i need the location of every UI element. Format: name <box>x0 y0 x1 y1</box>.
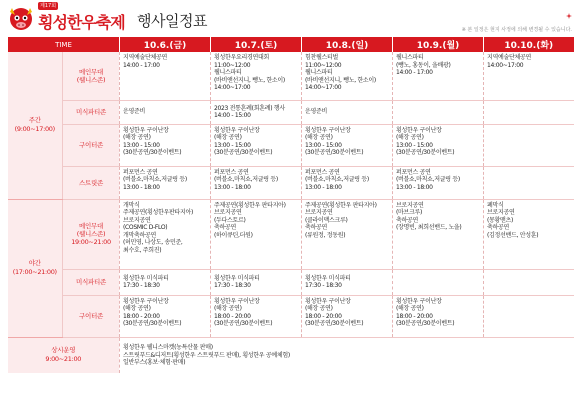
schedule-cell: 지역예술단체공연 14:00 - 17:00 <box>120 52 211 100</box>
sparkle-icon <box>566 13 572 19</box>
schedule-cell: 개막식 주제공연(횡성한우판타지아) 브로지공연 (COSMIC D-FLO) 개막축하공연 (허민영, 나상도, 송민준, 최수호, 주희진) <box>120 199 211 269</box>
schedule-cell: 운영준비 <box>120 100 211 124</box>
zone-main-stage-night: 메인무대 (웰니스존) 19:00~21:00 <box>63 199 120 269</box>
day-header-2: 10.7.(토) <box>211 37 302 52</box>
schedule-cell: 횡성한우 구이난장 (해장 공연) 13:00 - 15:00 (30분공연/30분이벤트) <box>211 124 302 166</box>
schedule-cell: 주제공연(횡성한우 판타지아) 브로지공연 (클라이맥스크루) 축하공연 (류원정, 정동원) <box>302 199 393 269</box>
schedule-cell <box>484 269 574 295</box>
zone-grill: 구이터존 <box>63 124 120 166</box>
schedule-note: ※ 본 일정은 현지 사정에 의해 변경될 수 있습니다. <box>461 27 572 33</box>
table-header-row <box>8 37 574 52</box>
schedule-cell <box>484 295 574 337</box>
zone-mischief-party: 미식파티존 <box>63 100 120 124</box>
table-row <box>8 337 574 373</box>
schedule-cell: 2023 전통혼례(회혼례) 행사 14:00 - 15:00 <box>211 100 302 124</box>
schedule-cell <box>484 124 574 166</box>
schedule-cell: 웰니스파티 (뺑노, 홍동이, 을배광) 14:00 - 17:00 <box>393 52 484 100</box>
schedule-table <box>7 37 574 373</box>
period-night: 야간 (17:00~21:00) <box>8 199 63 337</box>
schedule-cell: 횡성한우 구이난장 (해장 공연) 18:00 - 20:00 (30분공연/30분이벤트) <box>211 295 302 337</box>
day-header-4: 10.9.(월) <box>393 37 484 52</box>
hanwoo-mascot-logo <box>6 3 36 33</box>
schedule-cell: 횡성한우 미식파티 17:30 - 18:30 <box>211 269 302 295</box>
schedule-cell: 횡성한우 구이난장 (해장 공연) 18:00 - 20:00 (30분공연/30분이벤트) <box>393 295 484 337</box>
schedule-cell: 운영준비 <box>302 100 393 124</box>
schedule-cell: 퍼포먼스 공연 (버블쇼,마칙쇼,저글링 등) 13:00 - 18:00 <box>120 166 211 199</box>
day-header-1: 10.6.(금) <box>120 37 211 52</box>
schedule-cell: 브로지공연 (마브크루) 축하공연 (장명빈, 최희선밴드, 노을) <box>393 199 484 269</box>
zone-mischief-party-night: 미식파티존 <box>63 269 120 295</box>
day-header-3: 10.8.(일) <box>302 37 393 52</box>
schedule-cell: 횡성한우 구이난장 (해장 공연) 18:00 - 20:00 (30분공연/30분이벤트) <box>302 295 393 337</box>
schedule-cell <box>393 269 484 295</box>
schedule-cell: 지역예술단체공연 14:00~17:00 <box>484 52 574 100</box>
schedule-cell <box>484 166 574 199</box>
schedule-cell: 힘찬웰스티벌 11:00~12:00 웰니스파티 (바비앤선지니, 뺑노, 한소이) 14:00~17:00 <box>302 52 393 100</box>
table-row <box>8 295 574 337</box>
period-day: 주간 (9:00~17:00) <box>8 52 63 199</box>
page-header <box>0 0 580 36</box>
zone-main-stage: 메인무대 (웰니스존) <box>63 52 120 100</box>
schedule-cell <box>393 100 484 124</box>
schedule-cell: 횡성한우 미식파티 17:30 - 18:30 <box>302 269 393 295</box>
table-row <box>8 52 574 100</box>
table-row <box>8 166 574 199</box>
edition-badge: 제17회 <box>40 3 57 9</box>
always-operation-cell: 횡성한우 웰니스마켓(농특산물 판매) 스트릿푸드&디저트(횡성한우 스트릿푸드 판매), 횡성한우 공예체험) 일반부스(홍보·체험·판매) <box>120 337 574 373</box>
time-column-header: TIME <box>8 37 120 52</box>
schedule-cell: 횡성한우 구이난장 (해장 공연) 18:00 - 20:00 (30분공연/30분이벤트) <box>120 295 211 337</box>
period-always: 상시운영 9:00~21:00 <box>8 337 120 373</box>
schedule-cell <box>484 100 574 124</box>
table-row <box>8 100 574 124</box>
day-header-5: 10.10.(화) <box>484 37 574 52</box>
schedule-cell: 퍼포먼스 공연 (버블쇼,마칙쇼,저글링 등) 13:00 - 18:00 <box>393 166 484 199</box>
schedule-cell: 횡성한우 구이난장 (해장 공연) 13:00 - 15:00 (30분공연/30분이벤트) <box>393 124 484 166</box>
zone-street: 스트릿존 <box>63 166 120 199</box>
page-title: 행사일정표 <box>137 12 207 30</box>
schedule-cell: 횡성한우 구이난장 (해장 공연) 13:00 - 15:00 (30분공연/30분이벤트) <box>120 124 211 166</box>
schedule-cell: 횡성한우요리경연대회 11:00~12:00 웰니스파티 (바비앤선지니, 뺑노, 한소이) 14:00~17:00 <box>211 52 302 100</box>
schedule-cell: 횡성한우 구이난장 (해장 공연) 13:00 - 15:00 (30분공연/30분이벤트) <box>302 124 393 166</box>
table-row <box>8 124 574 166</box>
schedule-cell: 폐막식 브로지공연 (몽황맨츠) 축하공연 (김정선밴드, 안성훈) <box>484 199 574 269</box>
table-row <box>8 199 574 269</box>
schedule-cell: 퍼포먼스 공연 (버블쇼,마칙쇼,저글링 등) 13:00 - 18:00 <box>302 166 393 199</box>
schedule-cell: 횡성한우 미식파티 17:30 - 18:30 <box>120 269 211 295</box>
schedule-cell: 주제공연(횡성한우 판타지아) 브로지공연 (두다스토르) 축하공연 (하이큐틴,더원) <box>211 199 302 269</box>
schedule-cell: 퍼포먼스 공연 (버블쇼,마칙쇼,저글링 등) 13:00 - 18:00 <box>211 166 302 199</box>
table-row <box>8 269 574 295</box>
festival-title: 횡성한우축제 <box>38 13 125 32</box>
zone-grill-night: 구이터존 <box>63 295 120 337</box>
